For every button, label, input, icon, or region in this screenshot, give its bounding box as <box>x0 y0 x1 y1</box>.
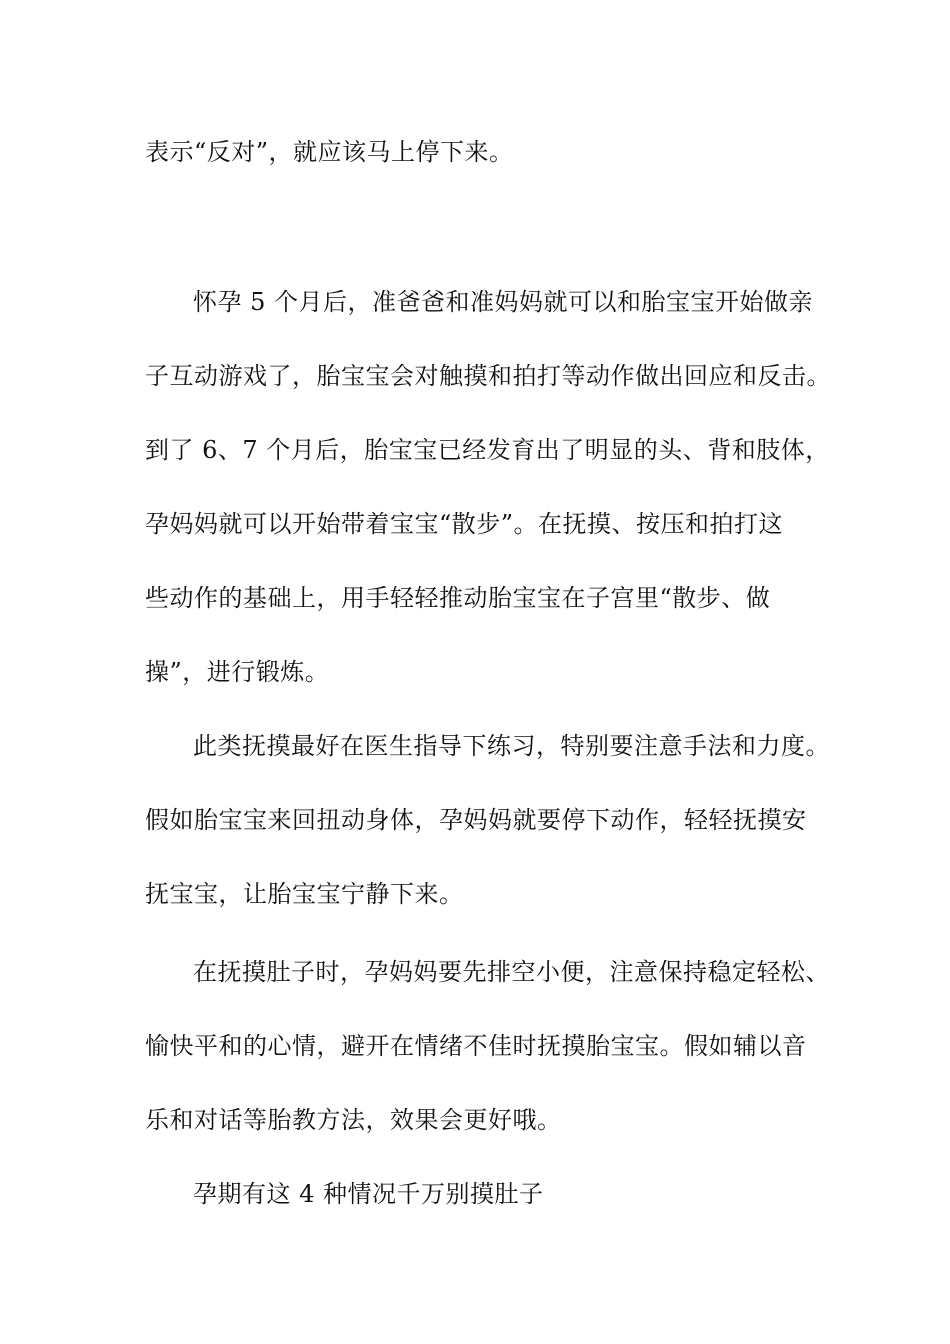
text-line: 乐和对话等胎教方法，效果会更好哦。 <box>145 1106 562 1134</box>
text-line: 假如胎宝宝来回扭动身体，孕妈妈就要停下动作，轻轻抚摸安 <box>145 806 807 834</box>
paragraph-first-line: 此类抚摸最好在医生指导下练习，特别要注意手法和力度。 <box>193 732 830 760</box>
section-heading: 孕期有这 4 种情况千万别摸肚子 <box>193 1180 544 1208</box>
text-line: 操”，进行锻炼。 <box>145 658 330 686</box>
text-line: 抚宝宝，让胎宝宝宁静下来。 <box>145 880 464 908</box>
text-line: 些动作的基础上，用手轻轻推动胎宝宝在子宫里“散步、做 <box>145 584 771 612</box>
text-line: 愉快平和的心情，避开在情绪不佳时抚摸胎宝宝。假如辅以音 <box>145 1032 807 1060</box>
paragraph-first-line: 在抚摸肚子时，孕妈妈要先排空小便，注意保持稳定轻松、 <box>193 958 830 986</box>
text-line: 子互动游戏了，胎宝宝会对触摸和拍打等动作做出回应和反击。 <box>145 362 831 390</box>
text-line: 表示“反对”，就应该马上停下来。 <box>145 138 514 166</box>
text-line: 孕妈妈就可以开始带着宝宝“散步”。在抚摸、按压和拍打这 <box>145 510 784 538</box>
paragraph-first-line: 怀孕 5 个月后，准爸爸和准妈妈就可以和胎宝宝开始做亲 <box>193 288 814 316</box>
text-line: 到了 6、7 个月后，胎宝宝已经发育出了明显的头、背和肢体， <box>145 436 830 464</box>
